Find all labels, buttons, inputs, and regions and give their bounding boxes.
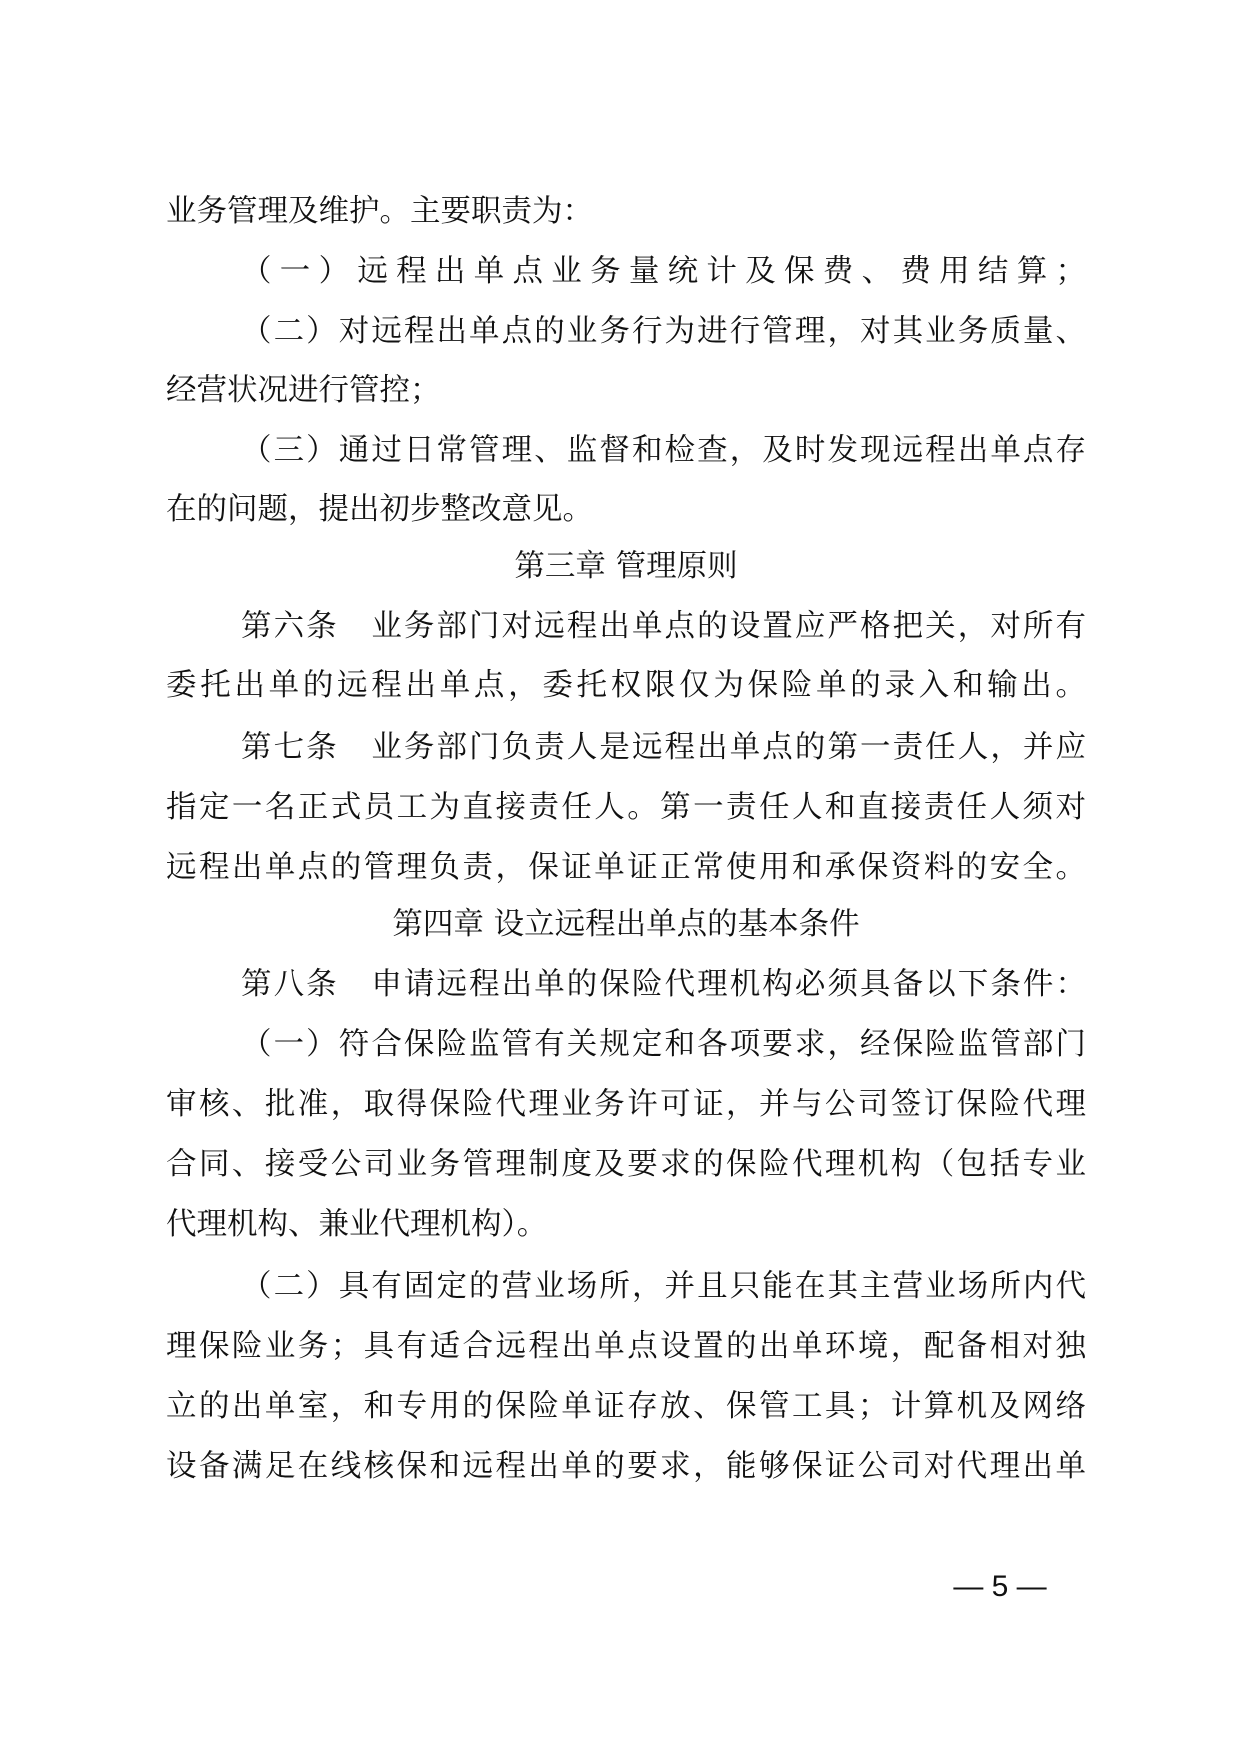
- text-line: 经营状况进行管控；: [166, 373, 441, 408]
- text-line: （一）远程出单点业务量统计及保费、费用结算；: [241, 254, 1086, 289]
- text-line: 委托出单的远程出单点，委托权限仅为保险单的录入和输出。: [166, 668, 1086, 703]
- text-line: （二）对远程出单点的业务行为进行管理，对其业务质量、: [241, 314, 1086, 349]
- chapter-heading: 第三章 管理原则: [514, 549, 738, 584]
- text-line: 第八条 申请远程出单的保险代理机构必须具备以下条件：: [241, 967, 1086, 1002]
- page-number: — 5 —: [953, 1570, 1047, 1603]
- text-line: 在的问题，提出初步整改意见。: [166, 492, 593, 527]
- text-line: （一）符合保险监管有关规定和各项要求，经保险监管部门: [241, 1027, 1086, 1062]
- text-line: 审核、批准，取得保险代理业务许可证，并与公司签订保险代理: [166, 1087, 1086, 1122]
- chapter-heading: 第四章 设立远程出单点的基本条件: [392, 907, 860, 942]
- text-line: 第七条 业务部门负责人是远程出单点的第一责任人，并应: [241, 730, 1086, 765]
- text-line: 指定一名正式员工为直接责任人。第一责任人和直接责任人须对: [166, 790, 1086, 825]
- text-line: 设备满足在线核保和远程出单的要求，能够保证公司对代理出单: [166, 1449, 1086, 1484]
- text-line: 理保险业务；具有适合远程出单点设置的出单环境，配备相对独: [166, 1329, 1086, 1364]
- text-line: 业务管理及维护。主要职责为：: [166, 194, 593, 229]
- text-line: 合同、接受公司业务管理制度及要求的保险代理机构（包括专业: [166, 1147, 1086, 1182]
- text-line: （三）通过日常管理、监督和检查，及时发现远程出单点存: [241, 433, 1086, 468]
- text-line: 代理机构、兼业代理机构）。: [166, 1207, 548, 1242]
- text-line: （二）具有固定的营业场所，并且只能在其主营业场所内代: [241, 1269, 1086, 1304]
- text-line: 第六条 业务部门对远程出单点的设置应严格把关，对所有: [241, 609, 1086, 644]
- text-line: 远程出单点的管理负责，保证单证正常使用和承保资料的安全。: [166, 850, 1086, 885]
- text-line: 立的出单室，和专用的保险单证存放、保管工具；计算机及网络: [166, 1389, 1086, 1424]
